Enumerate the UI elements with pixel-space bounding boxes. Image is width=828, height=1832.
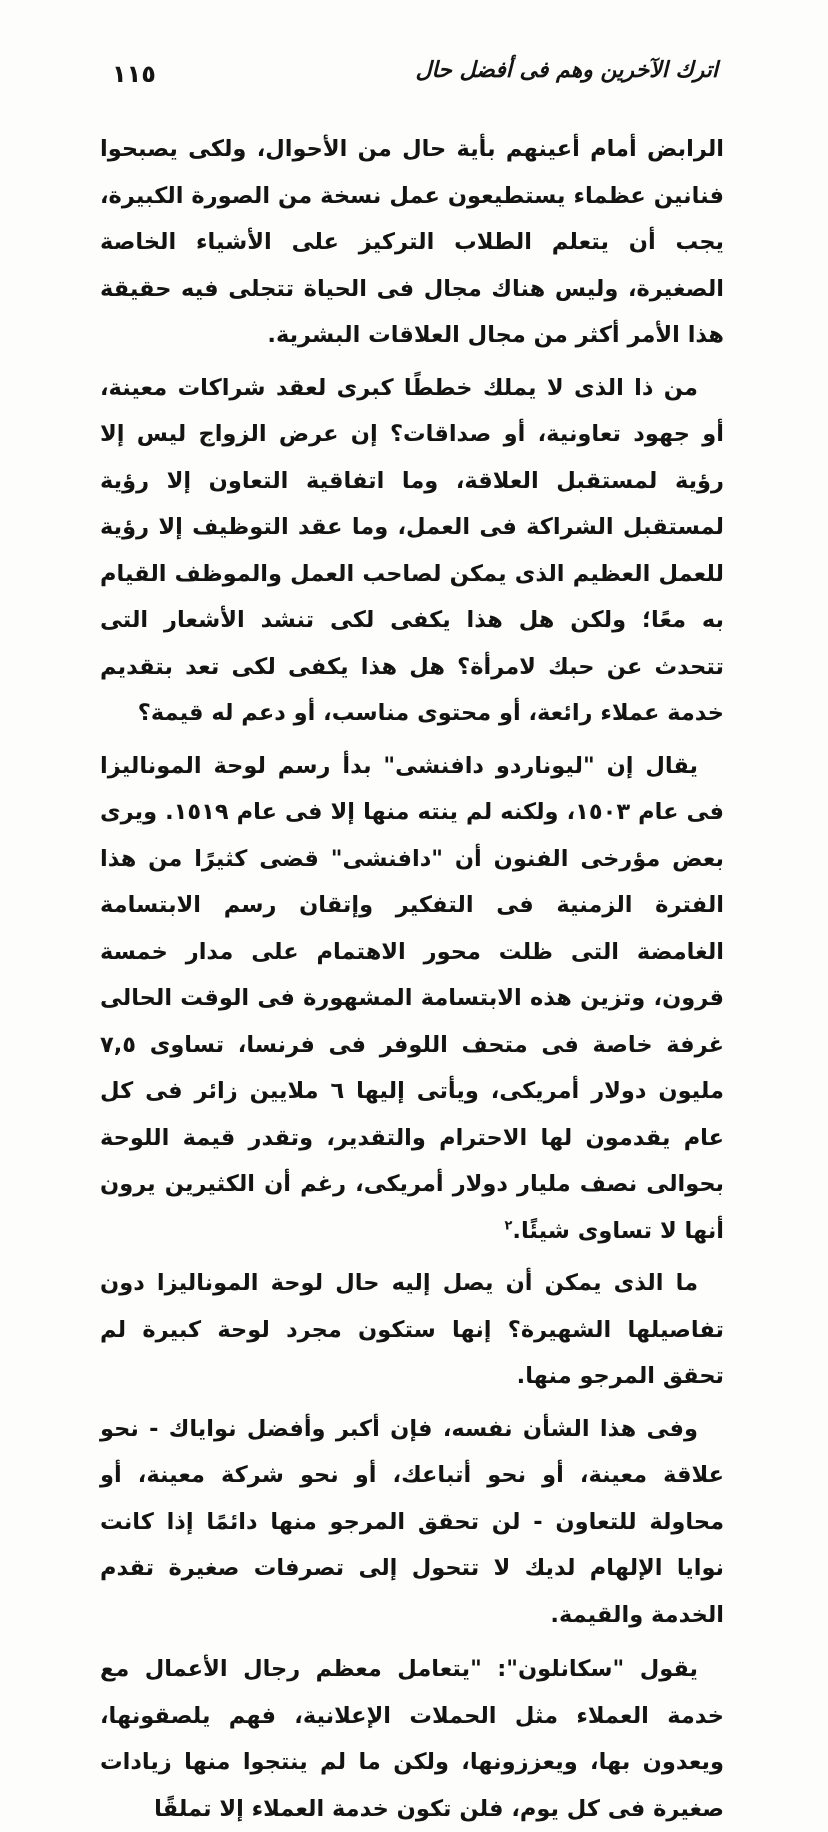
paragraph-mona-lisa-text: يقال إن "ليوناردو دافنشى" بدأ رسم لوحة الموناليزا فى عام ١٥٠٣، ولكنه لم ينته منها إلا فى عام ١٥١٩. ويرى بعض مؤرخى الفنون أن "دافنشى" قضى كثيرًا من هذا الفترة الزمنية فى التفكير وإتقان رسم الابتسامة الغامضة التى ظلت محور الاهتمام على مدار خمسة قرون، وتزين هذه الابتسامة المشهورة فى الوقت الحالى غرفة خاصة فى متحف اللوفر فى فرنسا، تساوى ٧,٥ مليون دولار أمريكى، ويأتى إليها ٦ ملايين زائر فى كل عام يقدمون لها الاحترام والتقدير، وتقدر قيمة اللوحة بحوالى نصف مليار دولار أمريكى، رغم أن الكثيرين يرون أنها لا تساوى شيئًا. (100, 752, 724, 1244)
body-text (100, 126, 724, 1832)
page-header (112, 58, 718, 92)
page-number: ١١٥ (112, 60, 156, 88)
paragraph-details-question: ما الذى يمكن أن يصل إليه حال لوحة الموناليزا دون تفاصيلها الشهيرة؟ إنها ستكون مجرد لوحة كبيرة لم تحقق المرجو منها. (100, 1270, 724, 1389)
paragraph-partnerships: من ذا الذى لا يملك خططًا كبرى لعقد شراكات معينة، أو جهود تعاونية، أو صداقات؟ إن عرض الزواج ليس إلا رؤية لمستقبل العلاقة، وما اتفاقية التعاون إلا رؤية لمستقبل الشراكة فى العمل، وما عقد التوظيف إلا رؤية للعمل العظيم الذى يمكن لصاحب العمل والموظف القيام به معًا؛ ولكن هل هذا يكفى لكى تنشد الأشعار التى تتحدث عن حبك لامرأة؟ هل هذا يكفى لكى تعد بتقديم خدمة عملاء رائعة، أو محتوى مناسب، أو دعم له قيمة؟ (100, 374, 724, 726)
running-title: اترك الآخرين وهم فى أفضل حال (415, 58, 718, 83)
footnote-ref: ٢ (504, 1218, 513, 1233)
paragraph-continuation: الرابض أمام أعينهم بأية حال من الأحوال، ولكى يصبحوا فنانين عظماء يستطيعون عمل نسخة من الصورة الكبيرة، يجب أن يتعلم الطلاب التركيز على الأشياء الخاصة الصغيرة، وليس هناك مجال فى الحياة تتجلى فيه حقيقة هذا الأمر أكثر من مجال العلاقات البشرية. (100, 136, 724, 348)
paragraph-mona-lisa (100, 743, 724, 1255)
paragraph-scanlon-quote: يقول "سكانلون": "يتعامل معظم رجال الأعمال مع خدمة العملاء مثل الحملات الإعلانية، فهم يلصقونها، ويعدون بها، ويعززونها، ولكن ما لم ينتجوا منها زيادات صغيرة فى كل يوم، فلن تكون خدمة العملاء إلا تملقًا (100, 1656, 724, 1822)
paragraph-intentions: وفى هذا الشأن نفسه، فإن أكبر وأفضل نواياك - نحو علاقة معينة، أو نحو أتباعك، أو نحو شركة معينة، أو محاولة للتعاون - لن تحقق المرجو منها دائمًا إذا كانت نوايا الإلهام لديك لا تتحول إلى تصرفات صغيرة تقدم الخدمة والقيمة. (100, 1415, 724, 1628)
